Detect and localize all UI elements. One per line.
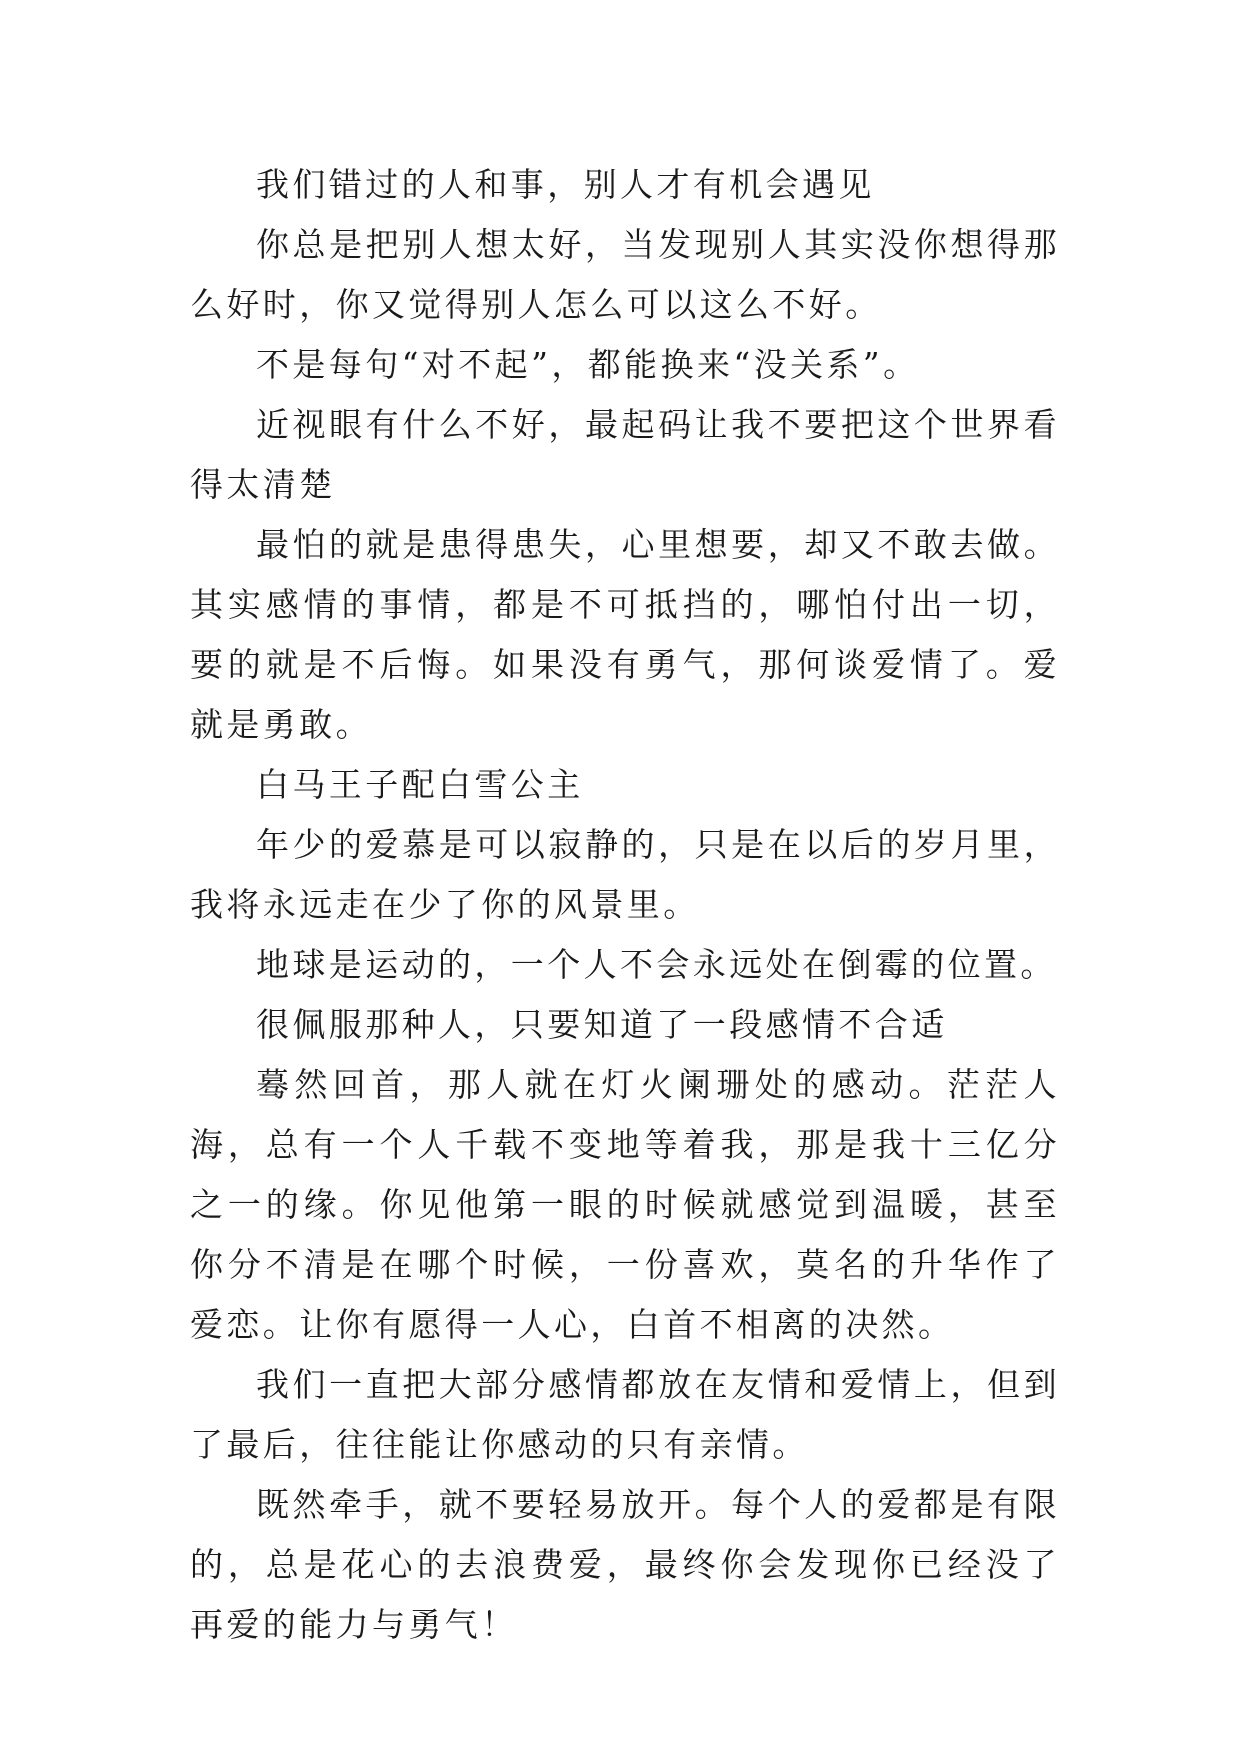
paragraph: 近视眼有什么不好，最起码让我不要把这个世界看得太清楚 [190, 405, 1060, 504]
paragraph: 年少的爱慕是可以寂静的，只是在以后的岁月里，我将永远走在少了你的风景里。 [190, 825, 1060, 924]
paragraph: 我们一直把大部分感情都放在友情和爱情上，但到了最后，往往能让你感动的只有亲情。 [190, 1365, 1060, 1464]
paragraph: 你总是把别人想太好，当发现别人其实没你想得那么好时，你又觉得别人怎么可以这么不好。 [190, 225, 1060, 324]
paragraph: 白马王子配白雪公主 [256, 765, 584, 804]
paragraph: 不是每句“对不起”，都能换来“没关系”。 [256, 345, 920, 384]
paragraph: 既然牵手，就不要轻易放开。每个人的爱都是有限的，总是花心的去浪费爱，最终你会发现你已经没了再爱的能力与勇气！ [190, 1485, 1060, 1644]
paragraph: 最怕的就是患得患失，心里想要，却又不敢去做。其实感情的事情，都是不可抵挡的，哪怕付出一切，要的就是不后悔。如果没有勇气，那何谈爱情了。爱就是勇敢。 [190, 525, 1060, 744]
paragraph: 很佩服那种人，只要知道了一段感情不合适 [256, 1005, 948, 1044]
paragraph: 我们错过的人和事，别人才有机会遇见 [256, 165, 875, 204]
paragraph: 地球是运动的，一个人不会永远处在倒霉的位置。 [256, 945, 1057, 984]
paragraph: 蓦然回首，那人就在灯火阑珊处的感动。茫茫人海，总有一个人千载不变地等着我，那是我十三亿分之一的缘。你见他第一眼的时候就感觉到温暖，甚至你分不清是在哪个时候，一份喜欢，莫名的升华作了爱恋。让你有愿得一人心，白首不相离的决然。 [190, 1065, 1060, 1344]
document-body [190, 155, 1060, 1655]
